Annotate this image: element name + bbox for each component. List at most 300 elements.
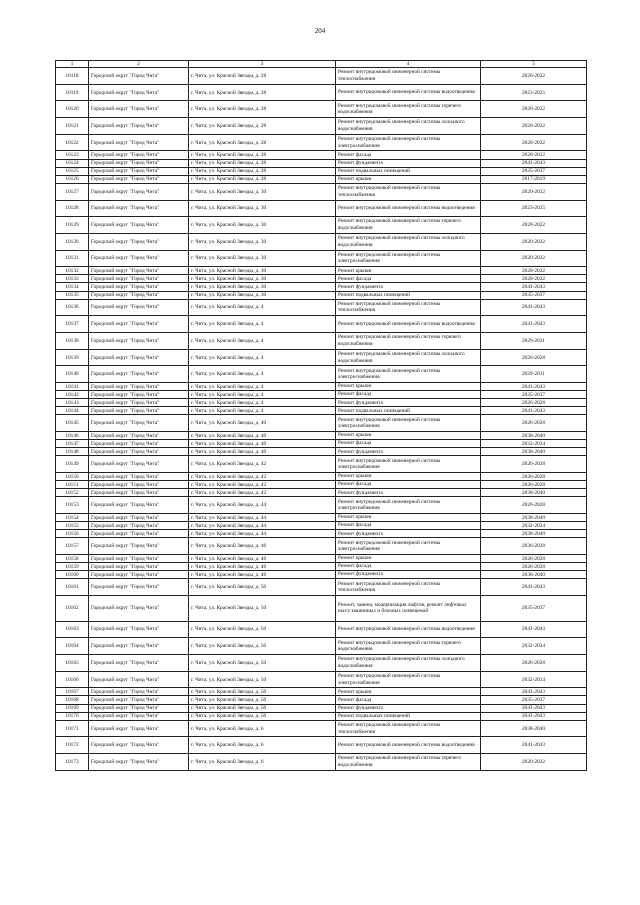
period-cell: 2026-2028 bbox=[481, 563, 587, 571]
address-cell: г. Чита, ул. Красной Звезды, д. 40 bbox=[189, 440, 336, 448]
period-cell: 2041-2043 bbox=[481, 688, 587, 696]
period-cell: 2029-2031 bbox=[481, 333, 587, 350]
table-row bbox=[56, 432, 587, 440]
municipality-cell: Городской округ "Город Чита" bbox=[89, 720, 189, 737]
address-cell: г. Чита, ул. Красной Звезды, д. 44 bbox=[189, 530, 336, 538]
work-type-cell: Ремонт крыши bbox=[336, 514, 481, 522]
municipality-cell: Городской округ "Город Чита" bbox=[89, 497, 189, 514]
address-cell: г. Чита, ул. Красной Звезды, д. 4 bbox=[189, 407, 336, 415]
period-cell: 2041-2043 bbox=[481, 704, 587, 712]
work-type-cell: Ремонт фундамента bbox=[336, 489, 481, 497]
table-row bbox=[56, 530, 587, 538]
work-type-cell: Ремонт внутридомовой инженерной системы горячего водоснабжения bbox=[336, 754, 481, 771]
work-type-cell: Ремонт внутридомовой инженерной системы теплоснабжения bbox=[336, 720, 481, 737]
address-cell: г. Чита, ул. Красной Звезды, д. 40 bbox=[189, 415, 336, 432]
row-number-cell: 10142 bbox=[56, 391, 89, 399]
period-cell: 2038-2040 bbox=[481, 448, 587, 456]
address-cell: г. Чита, ул. Красной Звезды, д. 30 bbox=[189, 250, 336, 267]
work-type-cell: Ремонт фасада bbox=[336, 522, 481, 530]
municipality-cell: Городской округ "Город Чита" bbox=[89, 101, 189, 118]
table-row bbox=[56, 200, 587, 217]
period-cell: 2041-2043 bbox=[481, 316, 587, 333]
period-cell: 2023-2025 bbox=[481, 200, 587, 217]
row-number-cell: 10161 bbox=[56, 579, 89, 596]
address-cell: г. Чита, ул. Красной Звезды, д. 4 bbox=[189, 391, 336, 399]
table-row bbox=[56, 497, 587, 514]
work-type-cell: Ремонт внутридомовой инженерной системы электроснабжения bbox=[336, 456, 481, 473]
page-number: 204 bbox=[314, 27, 326, 35]
work-type-cell: Ремонт фасада bbox=[336, 151, 481, 159]
period-cell: 2026-2028 bbox=[481, 497, 587, 514]
table-row bbox=[56, 175, 587, 183]
municipality-cell: Городской округ "Город Чита" bbox=[89, 383, 189, 391]
row-number-cell: 10139 bbox=[56, 349, 89, 366]
address-cell: г. Чита, ул. Красной Звезды, д. 28 bbox=[189, 151, 336, 159]
work-type-cell: Ремонт подвальных помещений bbox=[336, 291, 481, 299]
row-number-cell: 10132 bbox=[56, 267, 89, 275]
address-cell: г. Чита, ул. Красной Звезды, д. 50 bbox=[189, 654, 336, 671]
period-cell: 2038-2040 bbox=[481, 514, 587, 522]
table-row bbox=[56, 473, 587, 481]
table-row bbox=[56, 415, 587, 432]
municipality-cell: Городской округ "Город Чита" bbox=[89, 712, 189, 720]
period-cell: 2020-2022 bbox=[481, 68, 587, 85]
work-type-cell: Ремонт внутридомовой инженерной системы холодного водоснабжения bbox=[336, 349, 481, 366]
municipality-cell: Городской округ "Город Чита" bbox=[89, 84, 189, 101]
period-cell: 2041-2043 bbox=[481, 737, 587, 754]
table-row bbox=[56, 366, 587, 383]
row-number-cell: 10133 bbox=[56, 275, 89, 283]
table-row bbox=[56, 167, 587, 175]
period-cell: 2020-2022 bbox=[481, 217, 587, 234]
address-cell: г. Чита, ул. Красной Звезды, д. 40 bbox=[189, 448, 336, 456]
address-cell: г. Чита, ул. Красной Звезды, д. 42 bbox=[189, 481, 336, 489]
municipality-cell: Городской округ "Город Чита" bbox=[89, 391, 189, 399]
row-number-cell: 10156 bbox=[56, 530, 89, 538]
address-cell: г. Чита, ул. Красной Звезды, д. 50 bbox=[189, 696, 336, 704]
municipality-cell: Городской округ "Город Чита" bbox=[89, 489, 189, 497]
municipality-cell: Городской округ "Город Чита" bbox=[89, 432, 189, 440]
work-type-cell: Ремонт внутридомовой инженерной системы горячего водоснабжения bbox=[336, 217, 481, 234]
row-number-cell: 10171 bbox=[56, 720, 89, 737]
period-cell: 2020-2022 bbox=[481, 134, 587, 151]
period-cell: 2038-2040 bbox=[481, 432, 587, 440]
period-cell: 2038-2040 bbox=[481, 720, 587, 737]
table-row bbox=[56, 84, 587, 101]
address-cell: г. Чита, ул. Красной Звезды, д. 50 bbox=[189, 671, 336, 688]
municipality-cell: Городской округ "Город Чита" bbox=[89, 151, 189, 159]
table-row bbox=[56, 696, 587, 704]
address-cell: г. Чита, ул. Красной Звезды, д. 44 bbox=[189, 522, 336, 530]
municipality-cell: Городской округ "Город Чита" bbox=[89, 555, 189, 563]
address-cell: г. Чита, ул. Красной Звезды, д. 46 bbox=[189, 571, 336, 579]
row-number-cell: 10122 bbox=[56, 134, 89, 151]
municipality-cell: Городской округ "Город Чита" bbox=[89, 183, 189, 200]
municipality-cell: Городской округ "Город Чита" bbox=[89, 349, 189, 366]
period-cell: 2041-2043 bbox=[481, 621, 587, 638]
work-type-cell: Ремонт внутридомовой инженерной системы электроснабжения bbox=[336, 250, 481, 267]
row-number-cell: 10164 bbox=[56, 638, 89, 655]
address-cell: г. Чита, ул. Красной Звезды, д. 4 bbox=[189, 349, 336, 366]
work-type-cell: Ремонт фасада bbox=[336, 275, 481, 283]
table-row bbox=[56, 571, 587, 579]
table-row bbox=[56, 712, 587, 720]
municipality-cell: Городской округ "Город Чита" bbox=[89, 407, 189, 415]
period-cell: 2026-2028 bbox=[481, 456, 587, 473]
address-cell: г. Чита, ул. Красной Звезды, д. 28 bbox=[189, 175, 336, 183]
work-type-cell: Ремонт фундамента bbox=[336, 283, 481, 291]
row-number-cell: 10152 bbox=[56, 489, 89, 497]
work-type-cell: Ремонт фасада bbox=[336, 696, 481, 704]
work-type-cell: Ремонт внутридомовой инженерной системы теплоснабжения bbox=[336, 579, 481, 596]
work-type-cell: Ремонт фундамента bbox=[336, 571, 481, 579]
period-cell: 2017-2019 bbox=[481, 175, 587, 183]
municipality-cell: Городской округ "Город Чита" bbox=[89, 688, 189, 696]
work-type-cell: Ремонт внутридомовой инженерной системы горячего водоснабжения bbox=[336, 638, 481, 655]
work-type-cell: Ремонт фасада bbox=[336, 481, 481, 489]
period-cell: 2026-2028 bbox=[481, 399, 587, 407]
row-number-cell: 10126 bbox=[56, 175, 89, 183]
period-cell: 2041-2043 bbox=[481, 383, 587, 391]
municipality-cell: Городской округ "Город Чита" bbox=[89, 448, 189, 456]
row-number-cell: 10160 bbox=[56, 571, 89, 579]
address-cell: г. Чита, ул. Красной Звезды, д. 30 bbox=[189, 291, 336, 299]
period-cell: 2020-2022 bbox=[481, 151, 587, 159]
table-row bbox=[56, 407, 587, 415]
address-cell: г. Чита, ул. Красной Звезды, д. 6 bbox=[189, 754, 336, 771]
row-number-cell: 10144 bbox=[56, 407, 89, 415]
work-type-cell: Ремонт внутридомовой инженерной системы электроснабжения bbox=[336, 497, 481, 514]
municipality-cell: Городской округ "Город Чита" bbox=[89, 704, 189, 712]
row-number-cell: 10136 bbox=[56, 299, 89, 316]
address-cell: г. Чита, ул. Красной Звезды, д. 4 bbox=[189, 316, 336, 333]
period-cell: 2026-2028 bbox=[481, 654, 587, 671]
address-cell: г. Чита, ул. Красной Звезды, д. 42 bbox=[189, 489, 336, 497]
table-body bbox=[56, 68, 587, 771]
municipality-cell: Городской округ "Город Чита" bbox=[89, 167, 189, 175]
work-type-cell: Ремонт фундамента bbox=[336, 159, 481, 167]
municipality-cell: Городской округ "Город Чита" bbox=[89, 333, 189, 350]
municipality-cell: Городской округ "Город Чита" bbox=[89, 696, 189, 704]
municipality-cell: Городской округ "Город Чита" bbox=[89, 283, 189, 291]
work-type-cell: Ремонт внутридомовой инженерной системы горячего водоснабжения bbox=[336, 101, 481, 118]
period-cell: 2020-2022 bbox=[481, 250, 587, 267]
address-cell: г. Чита, ул. Красной Звезды, д. 30 bbox=[189, 283, 336, 291]
work-type-cell: Ремонт крыши bbox=[336, 267, 481, 275]
address-cell: г. Чита, ул. Красной Звезды, д. 4 bbox=[189, 333, 336, 350]
period-cell: 2020-2022 bbox=[481, 267, 587, 275]
table-row bbox=[56, 754, 587, 771]
work-type-cell: Ремонт внутридомовой инженерной системы теплоснабжения bbox=[336, 299, 481, 316]
table-row bbox=[56, 456, 587, 473]
work-type-cell: Ремонт внутридомовой инженерной системы холодного водоснабжения bbox=[336, 233, 481, 250]
row-number-cell: 10140 bbox=[56, 366, 89, 383]
period-cell: 2026-2028 bbox=[481, 415, 587, 432]
period-cell: 2035-2037 bbox=[481, 696, 587, 704]
table-row bbox=[56, 671, 587, 688]
work-type-cell: Ремонт фундамента bbox=[336, 399, 481, 407]
table-row bbox=[56, 399, 587, 407]
work-type-cell: Ремонт, замена, модернизация лифтов, ремонт лифтовых шахт, машинных и блочных помещений bbox=[336, 596, 481, 622]
work-type-cell: Ремонт подвальных помещений bbox=[336, 167, 481, 175]
address-cell: г. Чита, ул. Красной Звезды, д. 4 bbox=[189, 383, 336, 391]
table-row bbox=[56, 118, 587, 135]
address-cell: г. Чита, ул. Красной Звезды, д. 40 bbox=[189, 432, 336, 440]
work-type-cell: Ремонт внутридомовой инженерной системы водоотведения bbox=[336, 316, 481, 333]
table-row bbox=[56, 333, 587, 350]
table-row bbox=[56, 101, 587, 118]
period-cell: 2038-2040 bbox=[481, 489, 587, 497]
table-row bbox=[56, 688, 587, 696]
address-cell: г. Чита, ул. Красной Звезды, д. 50 bbox=[189, 712, 336, 720]
address-cell: г. Чита, ул. Красной Звезды, д. 28 bbox=[189, 134, 336, 151]
work-type-cell: Ремонт крыши bbox=[336, 175, 481, 183]
row-number-cell: 10155 bbox=[56, 522, 89, 530]
period-cell: 2038-2040 bbox=[481, 530, 587, 538]
work-type-cell: Ремонт фундамента bbox=[336, 704, 481, 712]
table-row bbox=[56, 299, 587, 316]
period-cell: 2041-2043 bbox=[481, 579, 587, 596]
row-number-cell: 10134 bbox=[56, 283, 89, 291]
period-cell: 2041-2043 bbox=[481, 407, 587, 415]
municipality-cell: Городской округ "Город Чита" bbox=[89, 530, 189, 538]
work-type-cell: Ремонт внутридомовой инженерной системы водоотведения bbox=[336, 84, 481, 101]
row-number-cell: 10166 bbox=[56, 671, 89, 688]
table-row bbox=[56, 579, 587, 596]
column-header: 4 bbox=[336, 61, 481, 68]
column-number-row bbox=[56, 61, 587, 68]
address-cell: г. Чита, ул. Красной Звезды, д. 4 bbox=[189, 299, 336, 316]
work-type-cell: Ремонт подвальных помещений bbox=[336, 712, 481, 720]
address-cell: г. Чита, ул. Красной Звезды, д. 28 bbox=[189, 101, 336, 118]
table-row bbox=[56, 250, 587, 267]
municipality-cell: Городской округ "Город Чита" bbox=[89, 299, 189, 316]
table-row bbox=[56, 563, 587, 571]
table-row bbox=[56, 538, 587, 555]
row-number-cell: 10167 bbox=[56, 688, 89, 696]
row-number-cell: 10123 bbox=[56, 151, 89, 159]
address-cell: г. Чита, ул. Красной Звезды, д. 50 bbox=[189, 688, 336, 696]
table-row bbox=[56, 159, 587, 167]
work-type-cell: Ремонт крыши bbox=[336, 555, 481, 563]
period-cell: 2032-2034 bbox=[481, 638, 587, 655]
row-number-cell: 10150 bbox=[56, 473, 89, 481]
address-cell: г. Чита, ул. Красной Звезды, д. 46 bbox=[189, 555, 336, 563]
row-number-cell: 10157 bbox=[56, 538, 89, 555]
period-cell: 2029-2031 bbox=[481, 366, 587, 383]
period-cell: 2020-2022 bbox=[481, 275, 587, 283]
address-cell: г. Чита, ул. Красной Звезды, д. 28 bbox=[189, 159, 336, 167]
row-number-cell: 10120 bbox=[56, 101, 89, 118]
address-cell: г. Чита, ул. Красной Звезды, д. 30 bbox=[189, 267, 336, 275]
table-row bbox=[56, 151, 587, 159]
work-type-cell: Ремонт внутридомовой инженерной системы холодного водоснабжения bbox=[336, 654, 481, 671]
work-type-cell: Ремонт фасада bbox=[336, 391, 481, 399]
work-type-cell: Ремонт внутридомовой инженерной системы электроснабжения bbox=[336, 538, 481, 555]
address-cell: г. Чита, ул. Красной Звезды, д. 50 bbox=[189, 596, 336, 622]
row-number-cell: 10149 bbox=[56, 456, 89, 473]
work-type-cell: Ремонт фундамента bbox=[336, 448, 481, 456]
work-type-cell: Ремонт фасада bbox=[336, 440, 481, 448]
municipality-cell: Городской округ "Город Чита" bbox=[89, 481, 189, 489]
work-type-cell: Ремонт крыши bbox=[336, 688, 481, 696]
table-row bbox=[56, 481, 587, 489]
column-header: 5 bbox=[481, 61, 587, 68]
period-cell: 2023-2025 bbox=[481, 84, 587, 101]
row-number-cell: 10172 bbox=[56, 737, 89, 754]
period-cell: 2035-2037 bbox=[481, 391, 587, 399]
address-cell: г. Чита, ул. Красной Звезды, д. 4 bbox=[189, 366, 336, 383]
row-number-cell: 10158 bbox=[56, 555, 89, 563]
row-number-cell: 10154 bbox=[56, 514, 89, 522]
municipality-cell: Городской округ "Город Чита" bbox=[89, 291, 189, 299]
address-cell: г. Чита, ул. Красной Звезды, д. 46 bbox=[189, 538, 336, 555]
address-cell: г. Чита, ул. Красной Звезды, д. 28 bbox=[189, 167, 336, 175]
row-number-cell: 10148 bbox=[56, 448, 89, 456]
period-cell: 2041-2043 bbox=[481, 299, 587, 316]
row-number-cell: 10151 bbox=[56, 481, 89, 489]
registry-table bbox=[55, 60, 587, 771]
column-header: 1 bbox=[56, 61, 89, 68]
table-row bbox=[56, 489, 587, 497]
address-cell: г. Чита, ул. Красной Звезды, д. 30 bbox=[189, 233, 336, 250]
table-row bbox=[56, 638, 587, 655]
municipality-cell: Городской округ "Город Чита" bbox=[89, 563, 189, 571]
municipality-cell: Городской округ "Город Чита" bbox=[89, 621, 189, 638]
address-cell: г. Чита, ул. Красной Звезды, д. 44 bbox=[189, 514, 336, 522]
address-cell: г. Чита, ул. Красной Звезды, д. 46 bbox=[189, 563, 336, 571]
municipality-cell: Городской округ "Город Чита" bbox=[89, 638, 189, 655]
row-number-cell: 10128 bbox=[56, 200, 89, 217]
row-number-cell: 10124 bbox=[56, 159, 89, 167]
municipality-cell: Городской округ "Город Чита" bbox=[89, 514, 189, 522]
table-row bbox=[56, 275, 587, 283]
municipality-cell: Городской округ "Город Чита" bbox=[89, 415, 189, 432]
address-cell: г. Чита, ул. Красной Звезды, д. 50 bbox=[189, 579, 336, 596]
period-cell: 2041-2043 bbox=[481, 283, 587, 291]
table-row bbox=[56, 68, 587, 85]
work-type-cell: Ремонт фасада bbox=[336, 563, 481, 571]
municipality-cell: Городской округ "Город Чита" bbox=[89, 456, 189, 473]
period-cell: 2020-2022 bbox=[481, 118, 587, 135]
municipality-cell: Городской округ "Город Чита" bbox=[89, 654, 189, 671]
address-cell: г. Чита, ул. Красной Звезды, д. 42 bbox=[189, 456, 336, 473]
period-cell: 2035-2037 bbox=[481, 596, 587, 622]
row-number-cell: 10169 bbox=[56, 704, 89, 712]
work-type-cell: Ремонт внутридомовой инженерной системы холодного водоснабжения bbox=[336, 118, 481, 135]
period-cell: 2041-2043 bbox=[481, 712, 587, 720]
municipality-cell: Городской округ "Город Чита" bbox=[89, 250, 189, 267]
municipality-cell: Городской округ "Город Чита" bbox=[89, 399, 189, 407]
period-cell: 2020-2022 bbox=[481, 101, 587, 118]
municipality-cell: Городской округ "Город Чита" bbox=[89, 217, 189, 234]
address-cell: г. Чита, ул. Красной Звезды, д. 30 bbox=[189, 183, 336, 200]
address-cell: г. Чита, ул. Красной Звезды, д. 4 bbox=[189, 399, 336, 407]
table-row bbox=[56, 233, 587, 250]
table-row bbox=[56, 522, 587, 530]
table-row bbox=[56, 654, 587, 671]
work-type-cell: Ремонт внутридомовой инженерной системы горячего водоснабжения bbox=[336, 333, 481, 350]
municipality-cell: Городской округ "Город Чита" bbox=[89, 473, 189, 481]
table-row bbox=[56, 283, 587, 291]
work-type-cell: Ремонт внутридомовой инженерной системы теплоснабжения bbox=[336, 183, 481, 200]
row-number-cell: 10119 bbox=[56, 84, 89, 101]
row-number-cell: 10153 bbox=[56, 497, 89, 514]
period-cell: 2032-2034 bbox=[481, 671, 587, 688]
row-number-cell: 10129 bbox=[56, 217, 89, 234]
period-cell: 2032-2034 bbox=[481, 440, 587, 448]
table-row bbox=[56, 316, 587, 333]
row-number-cell: 10165 bbox=[56, 654, 89, 671]
municipality-cell: Городской округ "Город Чита" bbox=[89, 118, 189, 135]
table-row bbox=[56, 217, 587, 234]
table-row bbox=[56, 134, 587, 151]
municipality-cell: Городской округ "Город Чита" bbox=[89, 159, 189, 167]
period-cell: 2026-2028 bbox=[481, 473, 587, 481]
table-row bbox=[56, 720, 587, 737]
period-cell: 2038-2040 bbox=[481, 571, 587, 579]
work-type-cell: Ремонт внутридомовой инженерной системы электроснабжения bbox=[336, 415, 481, 432]
row-number-cell: 10127 bbox=[56, 183, 89, 200]
work-type-cell: Ремонт внутридомовой инженерной системы электроснабжения bbox=[336, 671, 481, 688]
row-number-cell: 10130 bbox=[56, 233, 89, 250]
row-number-cell: 10145 bbox=[56, 415, 89, 432]
row-number-cell: 10170 bbox=[56, 712, 89, 720]
period-cell: 2041-2043 bbox=[481, 159, 587, 167]
work-type-cell: Ремонт крыши bbox=[336, 473, 481, 481]
municipality-cell: Городской округ "Город Чита" bbox=[89, 267, 189, 275]
period-cell: 2026-2028 bbox=[481, 481, 587, 489]
table-row bbox=[56, 267, 587, 275]
municipality-cell: Городской округ "Город Чита" bbox=[89, 671, 189, 688]
row-number-cell: 10162 bbox=[56, 596, 89, 622]
table-row bbox=[56, 621, 587, 638]
address-cell: г. Чита, ул. Красной Звезды, д. 42 bbox=[189, 473, 336, 481]
address-cell: г. Чита, ул. Красной Звезды, д. 28 bbox=[189, 84, 336, 101]
period-cell: 2026-2028 bbox=[481, 555, 587, 563]
municipality-cell: Городской округ "Город Чита" bbox=[89, 134, 189, 151]
address-cell: г. Чита, ул. Красной Звезды, д. 28 bbox=[189, 118, 336, 135]
row-number-cell: 10138 bbox=[56, 333, 89, 350]
municipality-cell: Городской округ "Город Чита" bbox=[89, 538, 189, 555]
work-type-cell: Ремонт внутридомовой инженерной системы электроснабжения bbox=[336, 366, 481, 383]
row-number-cell: 10125 bbox=[56, 167, 89, 175]
table-row bbox=[56, 183, 587, 200]
period-cell: 2020-2022 bbox=[481, 183, 587, 200]
work-type-cell: Ремонт внутридомовой инженерной системы водоотведения bbox=[336, 621, 481, 638]
municipality-cell: Городской округ "Город Чита" bbox=[89, 522, 189, 530]
table-row bbox=[56, 383, 587, 391]
row-number-cell: 10131 bbox=[56, 250, 89, 267]
period-cell: 2020-2022 bbox=[481, 754, 587, 771]
municipality-cell: Городской округ "Город Чита" bbox=[89, 366, 189, 383]
row-number-cell: 10143 bbox=[56, 399, 89, 407]
work-type-cell: Ремонт фундамента bbox=[336, 530, 481, 538]
work-type-cell: Ремонт подвальных помещений bbox=[336, 407, 481, 415]
column-header: 2 bbox=[89, 61, 189, 68]
municipality-cell: Городской округ "Город Чита" bbox=[89, 571, 189, 579]
row-number-cell: 10121 bbox=[56, 118, 89, 135]
period-cell: 2032-2034 bbox=[481, 522, 587, 530]
row-number-cell: 10146 bbox=[56, 432, 89, 440]
address-cell: г. Чита, ул. Красной Звезды, д. 30 bbox=[189, 200, 336, 217]
municipality-cell: Городской округ "Город Чита" bbox=[89, 200, 189, 217]
period-cell: 2026-2028 bbox=[481, 349, 587, 366]
address-cell: г. Чита, ул. Красной Звезды, д. 30 bbox=[189, 275, 336, 283]
period-cell: 2035-2037 bbox=[481, 291, 587, 299]
table-row bbox=[56, 291, 587, 299]
address-cell: г. Чита, ул. Красной Звезды, д. 50 bbox=[189, 621, 336, 638]
